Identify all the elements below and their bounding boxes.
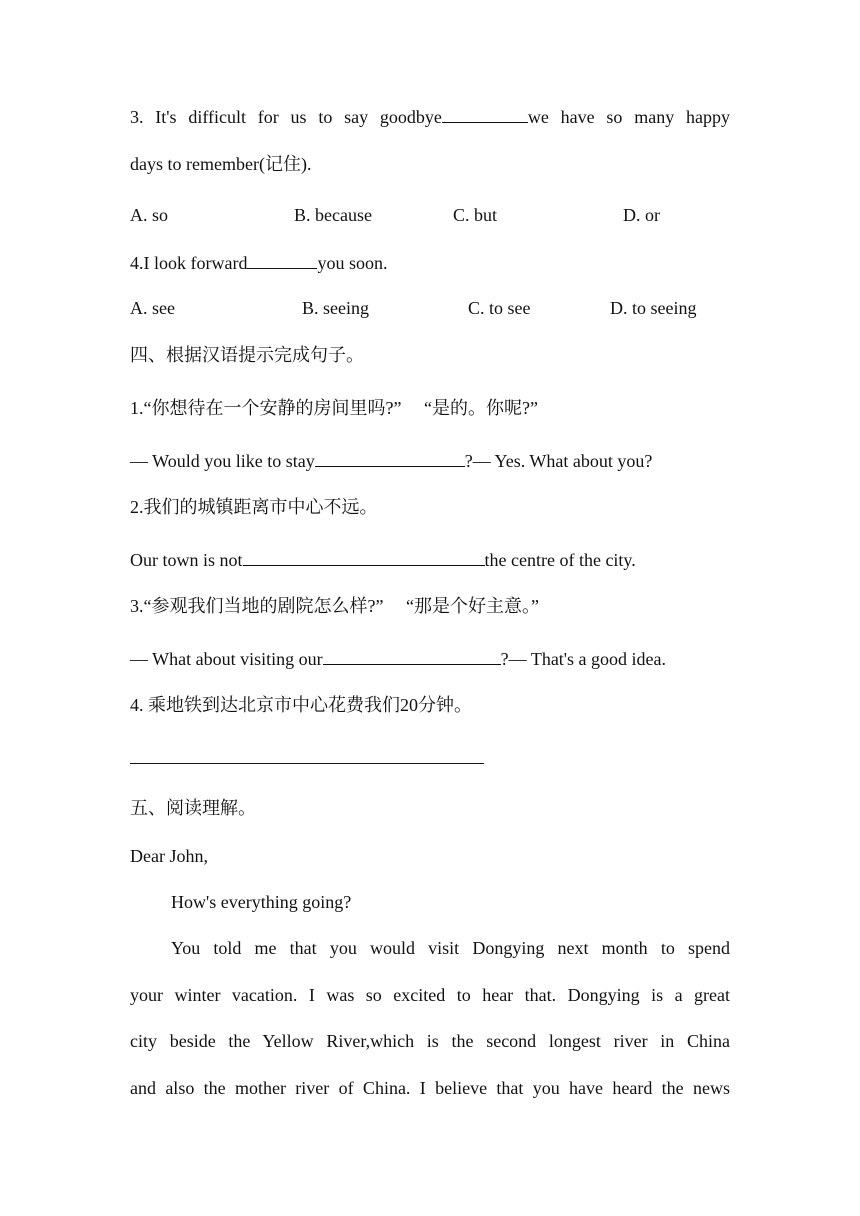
- q3-text-a: 3. It's difficult for us to say goodbye: [130, 107, 442, 127]
- q4-line: [130, 251, 730, 274]
- q3-option-c[interactable]: C. but: [453, 205, 498, 225]
- section-4-heading: 四、根据汉语提示完成句子。: [130, 345, 364, 365]
- q3-line-1: [130, 105, 730, 128]
- q3-blank[interactable]: [442, 105, 528, 123]
- s4-item-4-chinese: 4. 乘地铁到达北京市中心花费我们20分钟。: [130, 695, 472, 715]
- s4-item-2-chinese: 2.我们的城镇距离市中心不远。: [130, 497, 378, 517]
- letter-salutation: Dear John,: [130, 846, 208, 866]
- s4-item-1-text-a: — Would you like to stay: [130, 451, 315, 471]
- s4-item-2-text-b: the centre of the city.: [484, 550, 636, 570]
- s4-item-3-english: [130, 647, 730, 670]
- s4-item-2-english: [130, 548, 730, 571]
- q4-option-b[interactable]: B. seeing: [302, 298, 369, 318]
- s4-item-4-answer-line[interactable]: [130, 763, 484, 764]
- s4-item-1-blank[interactable]: [315, 449, 465, 467]
- letter-para-line-1: You told me that you would visit Dongying next month to spend: [171, 938, 730, 958]
- s4-item-1-text-b: ?— Yes. What about you?: [464, 451, 653, 471]
- letter-para-line-3: city beside the Yellow River,which is the second longest river in China: [130, 1031, 730, 1051]
- section-5-heading: 五、阅读理解。: [130, 798, 256, 818]
- s4-item-2-blank[interactable]: [243, 548, 485, 566]
- q3-option-b[interactable]: B. because: [294, 205, 372, 225]
- q4-option-c[interactable]: C. to see: [468, 298, 531, 318]
- s4-item-3-text-a: — What about visiting our: [130, 649, 323, 669]
- letter-para-line-2: your winter vacation. I was so excited to hear that. Dongying is a great: [130, 985, 730, 1005]
- letter-greeting: How's everything going?: [171, 892, 352, 912]
- q3-text-b: we have so many happy: [527, 107, 730, 127]
- s4-item-1-chinese: 1.“你想待在一个安静的房间里吗?” “是的。你呢?”: [130, 398, 538, 418]
- letter-para-line-4: and also the mother river of China. I believe that you have heard the news: [130, 1078, 730, 1098]
- s4-item-3-chinese: 3.“参观我们当地的剧院怎么样?” “那是个好主意。”: [130, 596, 539, 616]
- q3-option-a[interactable]: A. so: [130, 205, 169, 225]
- s4-item-2-text-a: Our town is not: [130, 550, 243, 570]
- q4-text-b: you soon.: [317, 253, 388, 273]
- q4-option-d[interactable]: D. to seeing: [610, 298, 697, 318]
- q3-option-d[interactable]: D. or: [623, 205, 660, 225]
- q4-option-a[interactable]: A. see: [130, 298, 175, 318]
- s4-item-3-text-b: ?— That's a good idea.: [500, 649, 667, 669]
- q3-line-2: days to remember(记住).: [130, 154, 312, 174]
- s4-item-3-blank[interactable]: [323, 647, 501, 665]
- q4-blank[interactable]: [247, 251, 317, 269]
- q4-text-a: 4.I look forward: [130, 253, 248, 273]
- s4-item-1-english: [130, 449, 730, 472]
